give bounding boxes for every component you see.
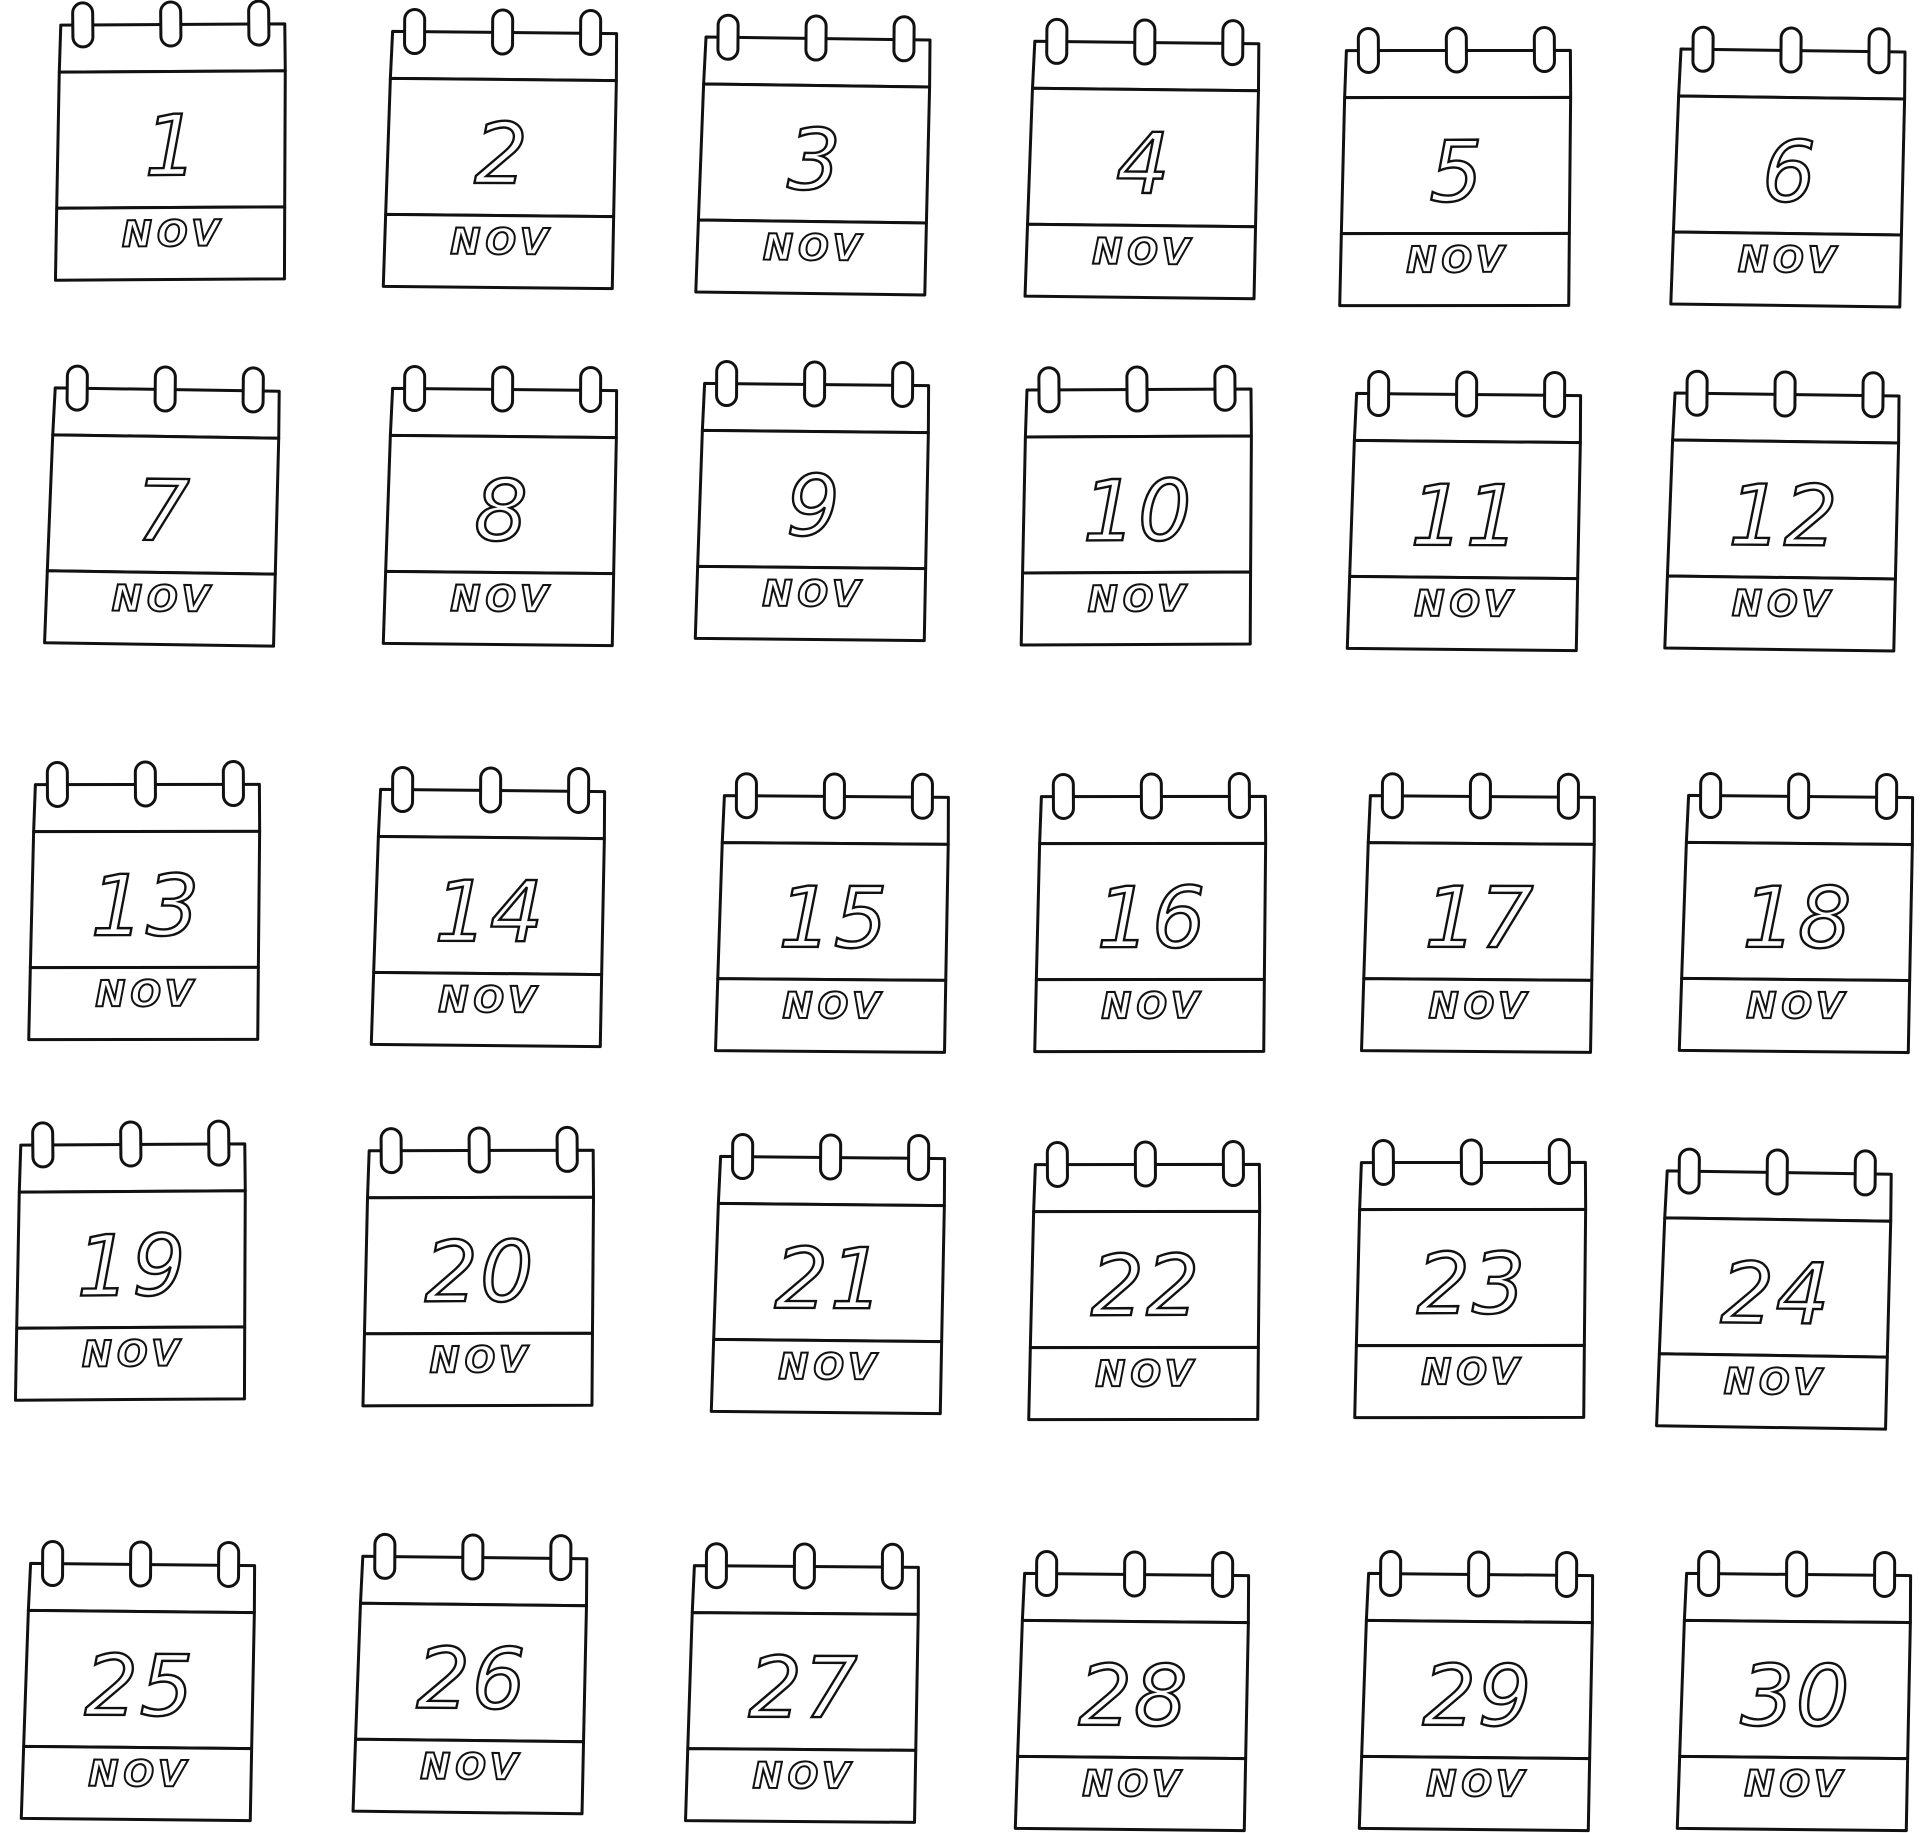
month-label: NOV — [81, 1333, 185, 1376]
calendar-page-icon — [1358, 772, 1603, 1055]
binder-ring-icon — [718, 15, 738, 59]
month-label: NOV — [1406, 239, 1509, 282]
day-number: 13 — [90, 856, 202, 956]
month-label: NOV — [88, 1753, 191, 1796]
binder-ring-icon — [1223, 21, 1243, 65]
month-label: NOV — [1746, 985, 1849, 1028]
binder-ring-icon — [121, 1122, 141, 1166]
calendar-page-icon — [9, 1119, 256, 1404]
day-number: 18 — [1742, 868, 1854, 968]
binder-ring-icon — [1470, 774, 1490, 818]
binder-ring-icon — [824, 774, 844, 818]
day-number: 19 — [76, 1216, 188, 1316]
binder-ring-icon — [806, 16, 826, 60]
binder-ring-icon — [580, 367, 600, 411]
binder-ring-icon — [892, 362, 912, 406]
calendar-page-icon — [1653, 1147, 1900, 1432]
binder-ring-icon — [155, 367, 175, 411]
binder-ring-icon — [1047, 19, 1067, 63]
binder-ring-icon — [1223, 1141, 1243, 1185]
binder-ring-icon — [1229, 773, 1249, 817]
binder-ring-icon — [1135, 1142, 1155, 1186]
month-label: NOV — [1087, 578, 1191, 621]
binder-ring-icon — [218, 1542, 238, 1586]
binder-ring-icon — [1047, 1142, 1067, 1186]
binder-ring-icon — [804, 362, 824, 406]
calendar-page-icon — [1661, 369, 1907, 653]
binder-ring-icon — [1036, 1551, 1056, 1595]
binder-ring-icon — [1368, 371, 1388, 415]
month-label: NOV — [450, 578, 553, 621]
calendar-page-icon — [17, 1539, 262, 1822]
calendar-page-icon — [49, 0, 296, 283]
binder-ring-icon — [882, 1544, 902, 1588]
month-label: NOV — [1426, 1763, 1529, 1806]
calendar-page-icon — [682, 1542, 927, 1825]
binder-ring-icon — [1215, 366, 1235, 410]
month-label: NOV — [438, 979, 541, 1022]
day-number: 2 — [473, 104, 530, 204]
month-label: NOV — [782, 985, 885, 1028]
binder-ring-icon — [1373, 1140, 1393, 1184]
binder-ring-icon — [1212, 1552, 1232, 1596]
month-label: NOV — [762, 573, 865, 616]
binder-ring-icon — [1558, 774, 1578, 818]
binder-ring-icon — [1869, 29, 1889, 73]
binder-ring-icon — [404, 9, 424, 53]
calendar-page-icon — [1011, 1549, 1256, 1832]
calendar-page-icon — [712, 772, 957, 1055]
binder-ring-icon — [580, 10, 600, 54]
binder-ring-icon — [249, 1, 269, 45]
binder-ring-icon — [469, 1128, 489, 1172]
binder-ring-icon — [130, 1542, 150, 1586]
calendar-page-icon — [23, 759, 268, 1042]
calendar-page-icon — [41, 364, 288, 649]
day-number: 15 — [778, 868, 890, 968]
day-number: 9 — [785, 456, 842, 556]
calendar-page-icon — [379, 7, 624, 290]
binder-ring-icon — [1863, 373, 1883, 417]
binder-ring-icon — [1687, 371, 1707, 415]
day-number: 29 — [1422, 1646, 1534, 1746]
month-label: NOV — [1101, 985, 1204, 1028]
month-label: NOV — [95, 973, 198, 1016]
binder-ring-icon — [820, 1135, 840, 1179]
binder-ring-icon — [1135, 20, 1155, 64]
binder-ring-icon — [135, 762, 155, 806]
binder-ring-icon — [568, 768, 588, 812]
calendar-page-icon — [379, 364, 624, 647]
binder-ring-icon — [1358, 28, 1378, 72]
binder-ring-icon — [1781, 28, 1801, 72]
binder-ring-icon — [1468, 1552, 1488, 1596]
calendar-page-icon — [357, 1125, 603, 1409]
month-label: NOV — [450, 221, 553, 264]
calendar-page-icon — [1343, 369, 1588, 652]
day-number: 30 — [1740, 1646, 1852, 1746]
binder-ring-icon — [480, 768, 500, 812]
binder-ring-icon — [1456, 372, 1476, 416]
month-label: NOV — [752, 1755, 855, 1798]
binder-ring-icon — [1141, 774, 1161, 818]
binder-ring-icon — [1461, 1140, 1481, 1184]
binder-ring-icon — [1855, 1151, 1875, 1195]
month-label: NOV — [420, 1746, 523, 1789]
binder-ring-icon — [1786, 1552, 1806, 1596]
binder-ring-icon — [223, 761, 243, 805]
day-number: 26 — [416, 1629, 528, 1729]
binder-ring-icon — [1679, 1149, 1699, 1193]
calendar-page-icon — [692, 13, 938, 297]
binder-ring-icon — [894, 17, 914, 61]
day-number: 4 — [1115, 114, 1173, 214]
binder-ring-icon — [1124, 1552, 1144, 1596]
day-number: 17 — [1424, 868, 1536, 968]
binder-ring-icon — [706, 1544, 726, 1588]
binder-ring-icon — [1382, 774, 1402, 818]
month-label: NOV — [1723, 1361, 1827, 1404]
day-number: 7 — [135, 461, 193, 561]
binder-ring-icon — [492, 367, 512, 411]
calendar-page-icon — [691, 359, 936, 642]
binder-ring-icon — [1039, 368, 1059, 412]
day-number: 25 — [84, 1636, 196, 1736]
calendar-page-icon — [349, 1532, 595, 1816]
binder-ring-icon — [908, 1135, 928, 1179]
binder-ring-icon — [1767, 1150, 1787, 1194]
binder-ring-icon — [1544, 372, 1564, 416]
binder-ring-icon — [1549, 1139, 1569, 1183]
calendar-page-icon — [1023, 1139, 1268, 1422]
binder-ring-icon — [73, 3, 93, 47]
binder-ring-icon — [1788, 774, 1808, 818]
month-label: NOV — [1428, 985, 1531, 1028]
day-number: 10 — [1082, 461, 1194, 561]
month-label: NOV — [111, 578, 215, 621]
day-number: 5 — [1429, 122, 1486, 222]
day-number: 14 — [434, 862, 546, 962]
month-label: NOV — [778, 1346, 881, 1389]
binder-ring-icon — [794, 1544, 814, 1588]
day-number: 24 — [1719, 1244, 1832, 1344]
binder-ring-icon — [1534, 27, 1554, 71]
binder-ring-icon — [736, 774, 756, 818]
binder-ring-icon — [716, 361, 736, 405]
month-label: NOV — [121, 213, 225, 256]
month-label: NOV — [1737, 239, 1841, 282]
binder-ring-icon — [1556, 1552, 1576, 1596]
binder-ring-icon — [1874, 1552, 1894, 1596]
day-number: 20 — [424, 1222, 536, 1322]
binder-ring-icon — [1127, 367, 1147, 411]
calendar-page-icon — [1021, 17, 1267, 301]
calendar-page-icon — [367, 765, 612, 1048]
day-number: 6 — [1761, 122, 1819, 222]
binder-ring-icon — [1876, 774, 1896, 818]
month-label: NOV — [1421, 1351, 1524, 1394]
calendar-page-icon — [1673, 1549, 1918, 1832]
calendar-page-icon — [1029, 771, 1274, 1054]
calendar-page-icon — [1667, 25, 1913, 309]
day-number: 11 — [1410, 466, 1522, 566]
month-label: NOV — [1092, 231, 1195, 274]
binder-ring-icon — [33, 1123, 53, 1167]
binder-ring-icon — [1698, 1551, 1718, 1595]
month-label: NOV — [1095, 1353, 1198, 1396]
binder-ring-icon — [463, 1535, 483, 1579]
binder-ring-icon — [47, 762, 67, 806]
day-number: 16 — [1096, 868, 1208, 968]
binder-ring-icon — [1700, 773, 1720, 817]
binder-ring-icon — [392, 767, 412, 811]
binder-ring-icon — [732, 1134, 752, 1178]
day-number: 23 — [1416, 1234, 1528, 1334]
binder-ring-icon — [67, 366, 87, 410]
binder-ring-icon — [404, 366, 424, 410]
day-number: 1 — [143, 96, 201, 196]
binder-ring-icon — [1053, 774, 1073, 818]
calendar-page-icon — [1675, 771, 1920, 1054]
day-number: 8 — [473, 461, 530, 561]
day-number: 28 — [1078, 1646, 1190, 1746]
binder-ring-icon — [381, 1129, 401, 1173]
binder-ring-icon — [1380, 1551, 1400, 1595]
binder-ring-icon — [375, 1534, 395, 1578]
month-label: NOV — [1082, 1763, 1185, 1806]
day-number: 3 — [786, 110, 844, 210]
day-number: 21 — [774, 1229, 886, 1329]
binder-ring-icon — [557, 1127, 577, 1171]
binder-ring-icon — [1446, 28, 1466, 72]
binder-ring-icon — [42, 1541, 62, 1585]
day-number: 12 — [1728, 466, 1840, 566]
binder-ring-icon — [551, 1536, 571, 1580]
calendar-page-icon — [1334, 25, 1579, 308]
calendar-page-icon — [1015, 364, 1261, 648]
calendar-page-icon — [707, 1132, 952, 1415]
month-label: NOV — [762, 227, 866, 270]
month-label: NOV — [1731, 583, 1835, 626]
day-number: 22 — [1090, 1236, 1202, 1336]
binder-ring-icon — [912, 774, 932, 818]
calendar-page-icon — [1355, 1549, 1600, 1832]
binder-ring-icon — [209, 1121, 229, 1165]
month-label: NOV — [429, 1339, 532, 1382]
calendar-page-icon — [1349, 1137, 1594, 1420]
month-label: NOV — [1414, 583, 1517, 626]
day-number: 27 — [748, 1638, 860, 1738]
binder-ring-icon — [161, 2, 181, 46]
binder-ring-icon — [1775, 372, 1795, 416]
binder-ring-icon — [492, 10, 512, 54]
binder-ring-icon — [243, 368, 263, 412]
month-label: NOV — [1744, 1763, 1847, 1806]
binder-ring-icon — [1693, 27, 1713, 71]
